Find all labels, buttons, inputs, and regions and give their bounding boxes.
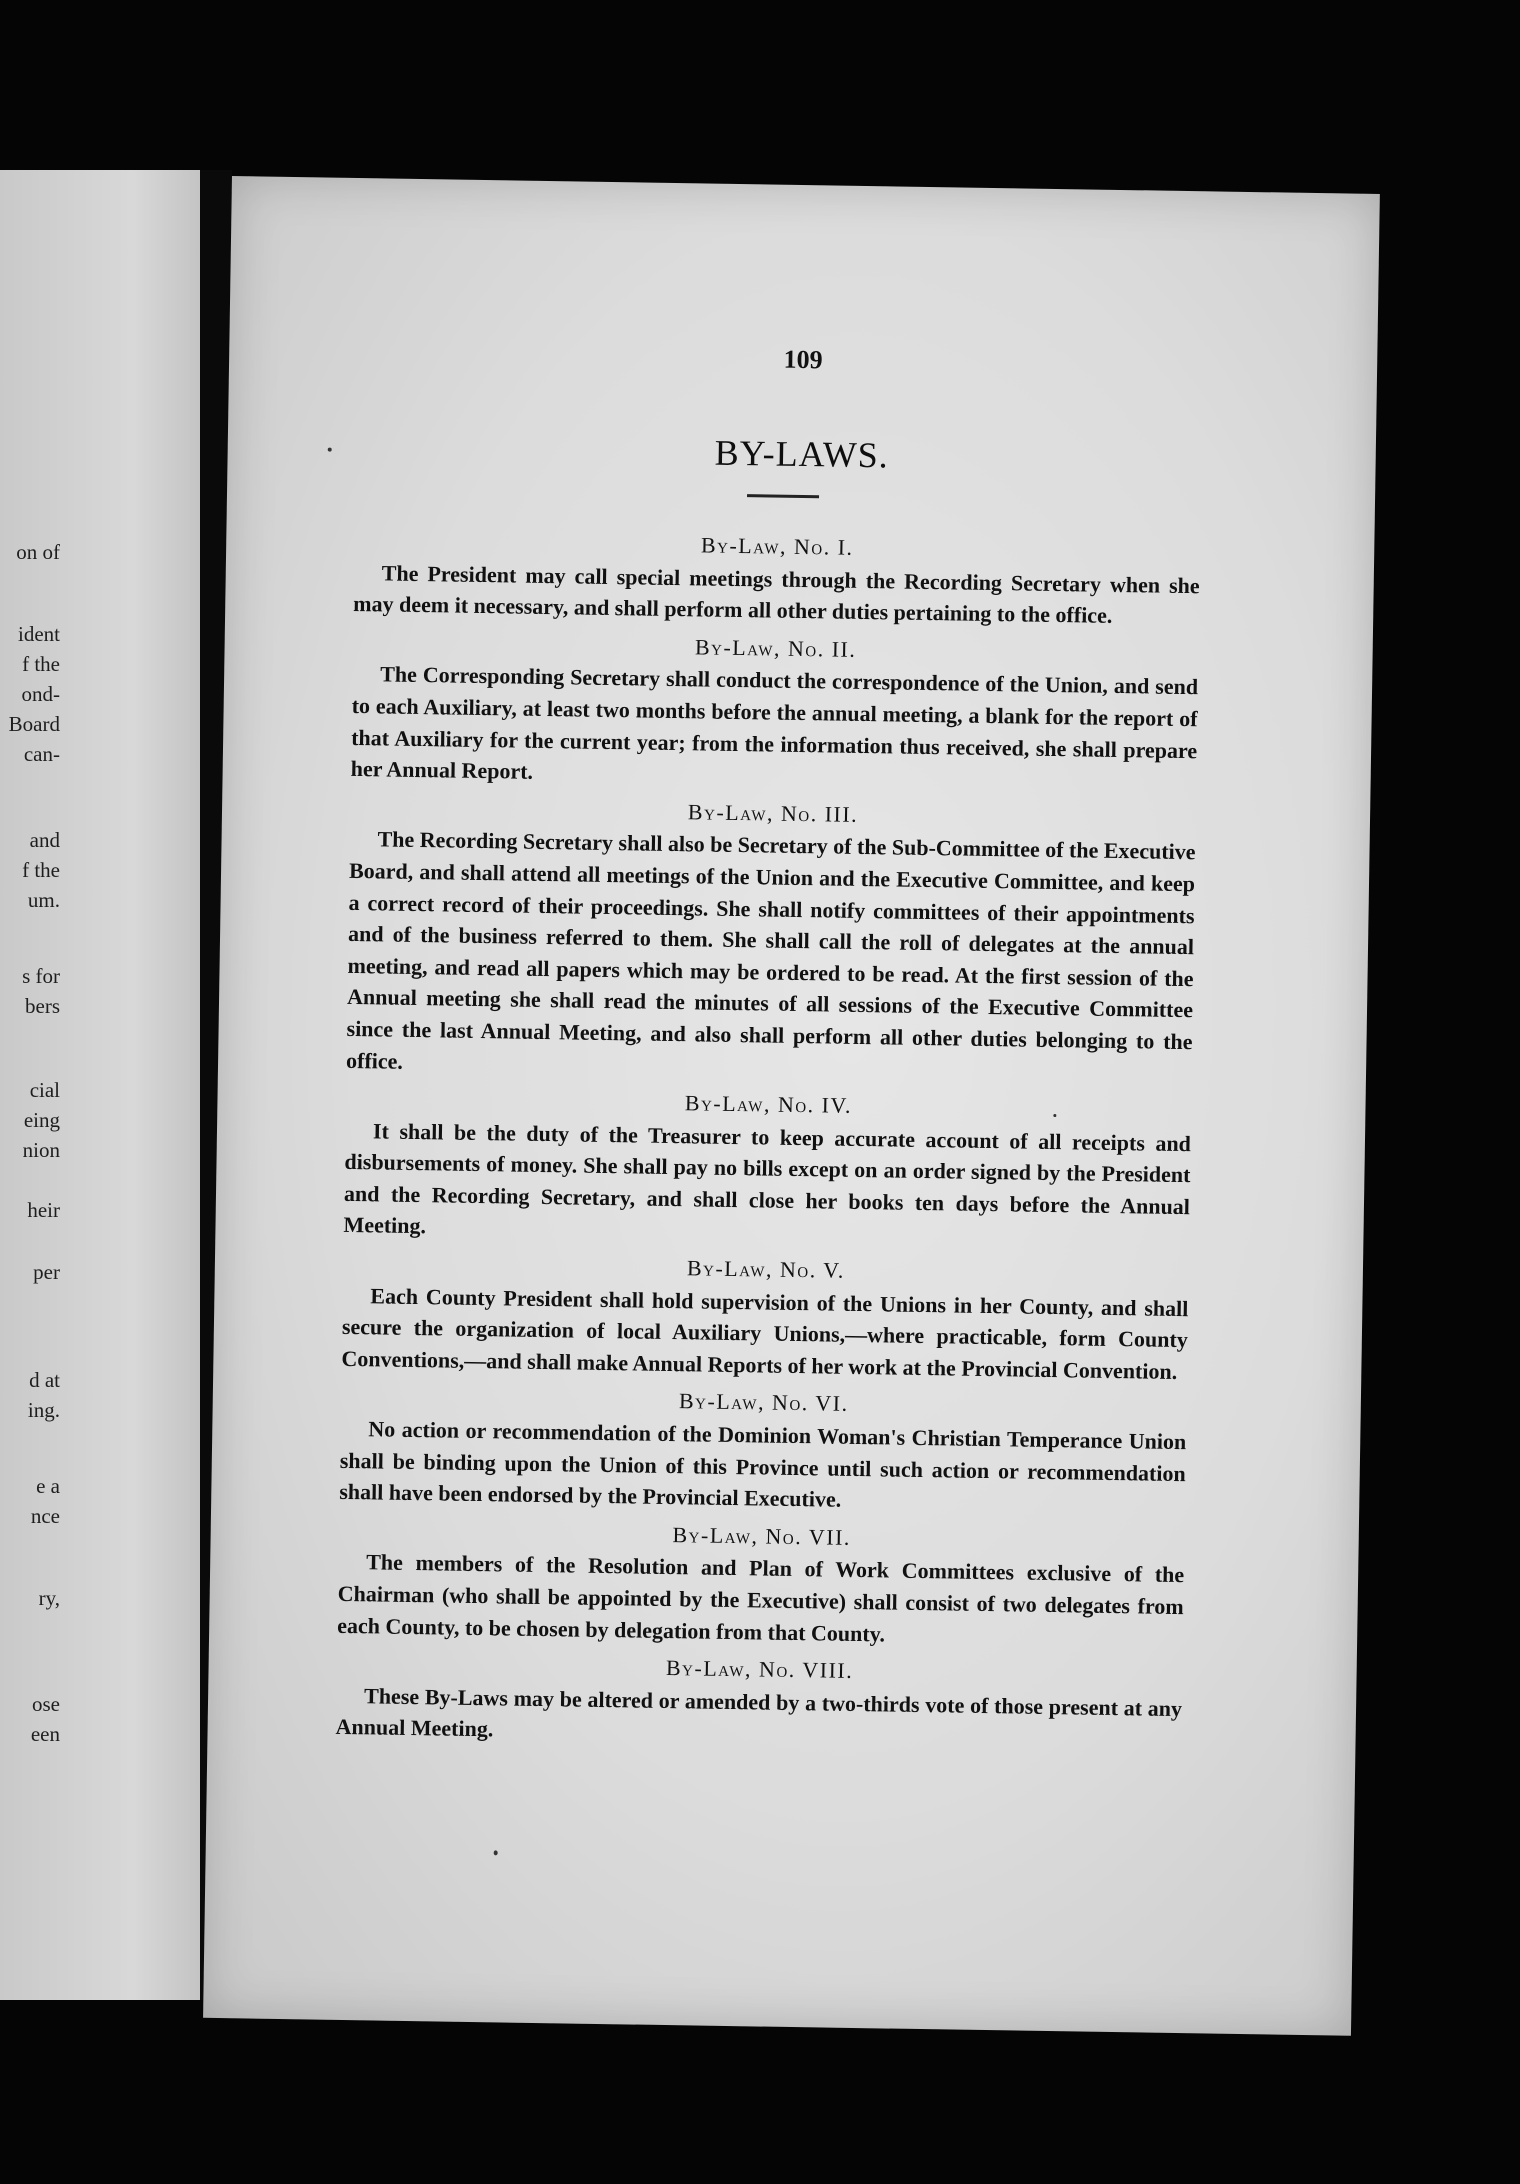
bylaw-text: Each County President shall hold supervision of the Unions in her County, and shall secure the organization of local Auxiliary Unions,—where practicable, form County Conventions,—and shall make Annual Reports of her work at the Provincial Convention.: [341, 1282, 1189, 1384]
left-page-fragment: Board: [8, 712, 60, 736]
left-page-fragment: f the: [22, 652, 60, 676]
bylaw-heading: By-Law, No. III.: [687, 798, 859, 827]
left-page-fragment: and: [29, 828, 60, 852]
paper-speck: [494, 1850, 498, 1855]
bylaw-heading: By-Law, No. V.: [686, 1255, 846, 1283]
left-page-fragment: on of: [16, 540, 60, 564]
left-page-fragment: eing: [23, 1108, 60, 1132]
bylaw-text: The Recording Secretary shall also be Secretary of the Sub-Committee of the Executive Board, and shall attend all meetings of the Union and the Executive Committee, and keep a correct record of their proceedings. She shall notify committees of their appointments and of the business referred to them. She shall call the roll of delegates at the annual meeting, and read all papers which may be ordered to be read. At the first session of the Annual meeting she shall read the minutes of all sessions of the Executive Committee since the last Annual Meeting, and also shall perform all other duties belonging to the office.: [345, 826, 1196, 1074]
bylaw-5: [341, 1247, 1189, 1388]
left-page-fragment: s for: [22, 964, 60, 988]
bylaw-heading: By-Law, No. IV.: [684, 1090, 853, 1118]
bylaw-text: The members of the Resolution and Plan of Work Committees exclusive of the Chairman (who shall be appointed by the Executive) shall consist of two delegates from each County, to be chosen by delegation from that County.: [337, 1549, 1185, 1647]
left-page-fragment: ry,: [38, 1586, 60, 1610]
bylaw-2: [350, 626, 1198, 798]
left-page-fragment: e a: [36, 1474, 60, 1498]
bylaw-4: [343, 1082, 1191, 1254]
left-page-fragment: heir: [27, 1198, 60, 1222]
left-page-fragment: bers: [25, 994, 60, 1018]
bylaw-text: It shall be the duty of the Treasurer to keep accurate account of all receipts and disbursements of money. She shall pay no bills except on an order signed by the President and the Recording Secretary, and shall close her books ten days before the Annual Meeting.: [343, 1118, 1192, 1239]
bylaw-3: [346, 791, 1196, 1090]
page-title: BY-LAWS.: [714, 432, 890, 476]
left-page-fragment: ose: [32, 1692, 60, 1716]
paper-speck: [328, 448, 332, 452]
bylaw-text: The Corresponding Secretary shall conduct the correspondence of the Union, and send to each Auxiliary, at least two months before the annual meeting, a blank for the report of that Auxiliary for the current year; from the information thus received, she shall prepare her Annual Report.: [350, 661, 1199, 784]
bylaw-7: [337, 1514, 1185, 1655]
bylaw-heading: By-Law, No. I.: [700, 532, 854, 560]
left-page-fragment: cial: [29, 1078, 60, 1102]
title-rule: [747, 494, 819, 498]
left-page-fragment: nce: [30, 1504, 60, 1528]
bylaw-6: [339, 1380, 1187, 1521]
left-page-fragment: f the: [22, 858, 60, 882]
bylaw-heading: By-Law, No. VI.: [678, 1388, 849, 1417]
bylaw-text: These By-Laws may be altered or amended by a two-thirds vote of those present at any Annual Meeting.: [335, 1683, 1183, 1742]
left-page-fragment: um.: [27, 888, 60, 912]
left-page-fragment: per: [33, 1260, 60, 1284]
left-page-fragment: d at: [29, 1368, 60, 1392]
left-page-fragment: ident: [18, 622, 60, 646]
left-page-edge: [0, 170, 222, 2000]
bylaw-1: [353, 524, 1200, 633]
bylaw-text: The President may call special meetings through the Recording Secretary when she may deem it necessary, and shall perform all other duties pertaining to the office.: [353, 559, 1200, 629]
paper-speck: [1053, 1114, 1056, 1117]
left-page-fragment: ond-: [21, 682, 60, 706]
right-page: [203, 176, 1380, 2036]
bylaw-heading: By-Law, No. VIII.: [665, 1655, 854, 1684]
left-page-fragment: nion: [22, 1138, 60, 1162]
left-page-fragment: ing.: [27, 1398, 60, 1422]
left-page-fragment: een: [30, 1722, 60, 1746]
page-number: 109: [783, 344, 823, 375]
bylaw-heading: By-Law, No. VII.: [672, 1521, 852, 1550]
bylaw-heading: By-Law, No. II.: [694, 634, 857, 662]
bylaw-text: No action or recommendation of the Dominion Woman's Christian Temperance Union shall be binding upon the Union of this Province until such action or recommendation shall have been endorsed by the Provincial Executive.: [339, 1416, 1187, 1512]
bylaws-section: [335, 518, 1200, 1756]
left-page-fragment: can-: [23, 742, 60, 766]
bylaw-8: [335, 1647, 1182, 1756]
